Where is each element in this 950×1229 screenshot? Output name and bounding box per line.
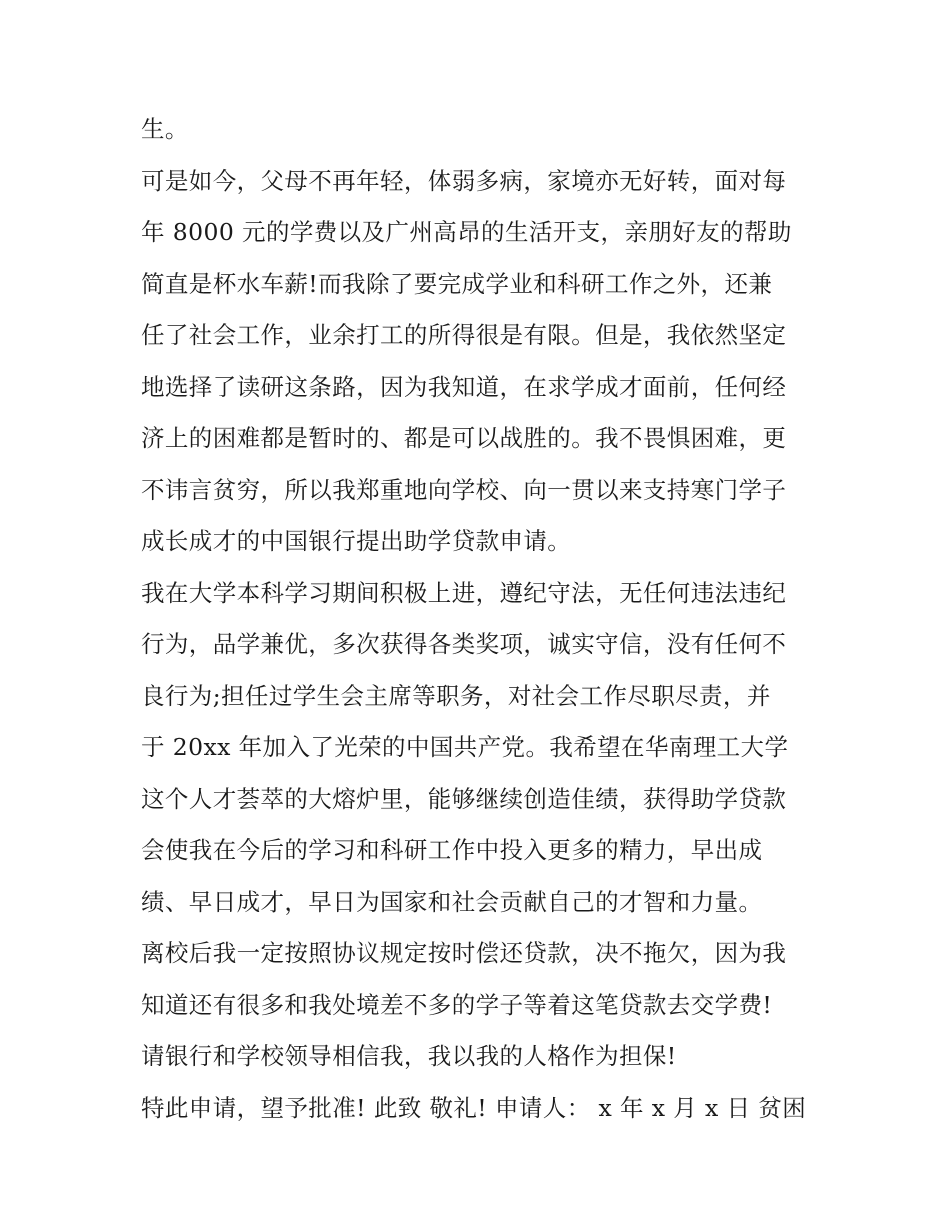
text-line: 请银行和学校领导相信我，我以我的人格作为担保! — [141, 1042, 677, 1070]
text-line: 特此申请，望予批准! 此致 敬礼! 申请人： x 年 x 月 x 日 贫困 — [141, 1093, 807, 1122]
text-line: 成长成才的中国银行提出助学贷款申请。 — [141, 527, 572, 555]
text-line: 良行为;担任过学生会主席等职务，对社会工作尽职尽责，并 — [141, 681, 771, 710]
text-line: 这个人才荟萃的大熔炉里，能够继续创造佳绩，获得助学贷款 — [141, 784, 787, 813]
text-line: 于 20xx 年加入了光荣的中国共产党。我希望在华南理工大学 — [141, 733, 789, 761]
body-text — [141, 108, 821, 1138]
text-line: 年 8000 元的学费以及广州高昂的生活开支，亲朋好友的帮助 — [141, 218, 792, 246]
text-line: 任了社会工作，业余打工的所得很是有限。但是，我依然坚定 — [141, 321, 787, 349]
text-line: 离校后我一定按照协议规定按时偿还贷款，决不拖欠，因为我 — [141, 939, 787, 967]
text-line: 济上的困难都是暂时的、都是可以战胜的。我不畏惧困难，更 — [141, 424, 787, 452]
text-line: 我在大学本科学习期间积极上进，遵纪守法，无任何违法违纪 — [141, 578, 787, 607]
text-line: 绩、早日成才，早日为国家和社会贡献自己的才智和力量。 — [141, 887, 763, 916]
text-line: 生。 — [141, 115, 189, 143]
text-line: 不讳言贫穷，所以我郑重地向学校、向一贯以来支持寒门学子 — [141, 475, 787, 504]
text-line: 简直是杯水车薪!而我除了要完成学业和科研工作之外，还兼 — [141, 269, 773, 298]
text-line: 会使我在今后的学习和科研工作中投入更多的精力，早出成 — [141, 836, 763, 864]
text-line: 知道还有很多和我处境差不多的学子等着这笔贷款去交学费! — [141, 990, 773, 1019]
text-line: 行为，品学兼优，多次获得各类奖项，诚实守信，没有任何不 — [141, 630, 787, 658]
text-line: 地选择了读研这条路，因为我知道，在求学成才面前，任何经 — [141, 372, 787, 401]
text-line: 可是如今，父母不再年轻，体弱多病，家境亦无好转，面对每 — [141, 166, 787, 195]
